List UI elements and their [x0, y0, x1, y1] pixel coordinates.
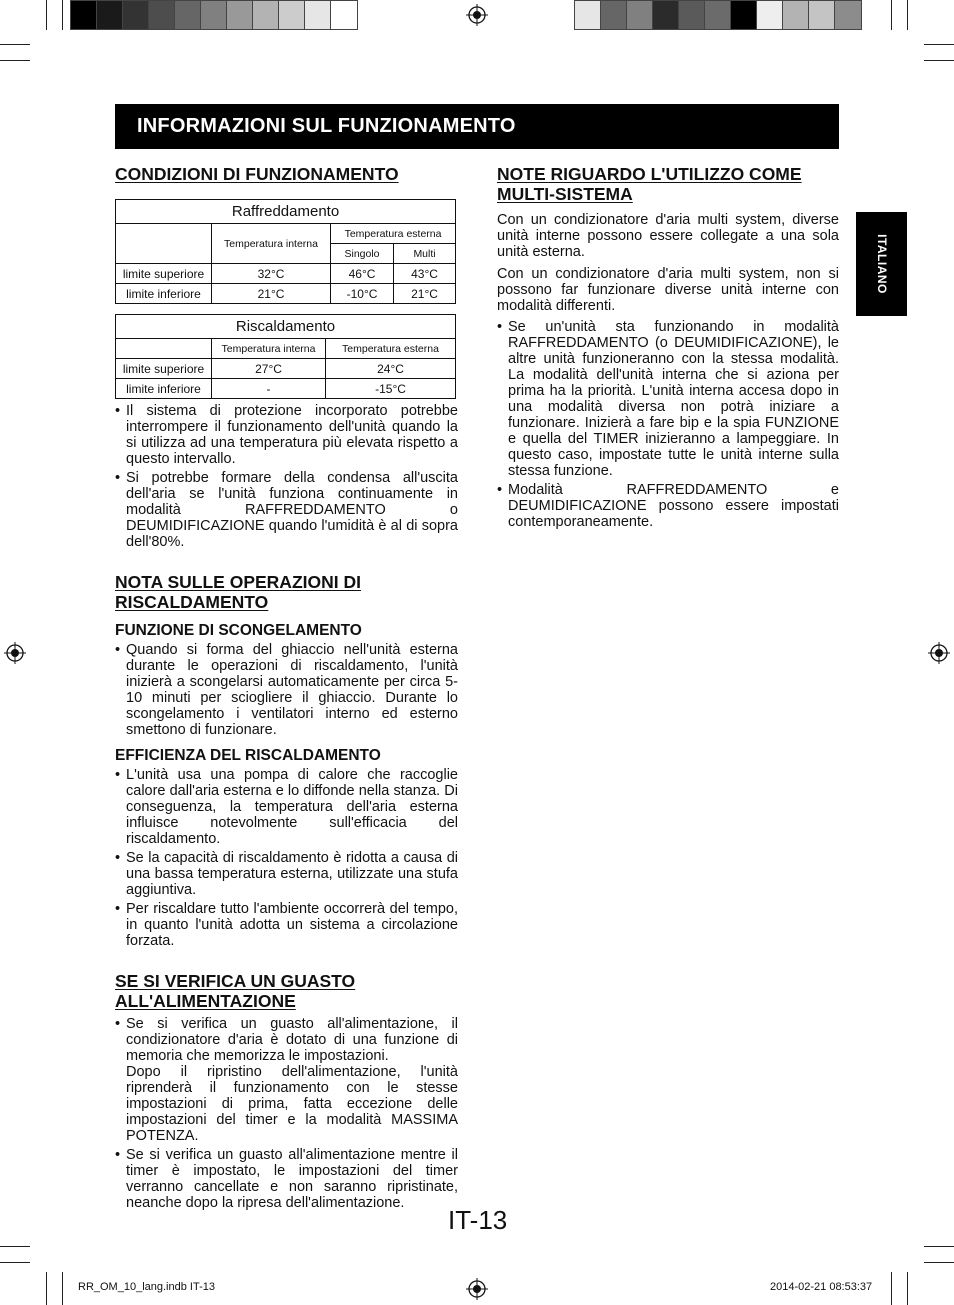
list-item: • Il sistema di protezione incorporato potrebbe interrompere il funzionamento dell'unità quando la si utilizza ad una temperatura più elevata rispetto a questo intervallo.: [115, 403, 458, 467]
subsection-title-defrost: FUNZIONE DI SCONGELAMENTO: [115, 622, 362, 639]
table-cell: 43°C: [394, 264, 456, 284]
color-swatch: [731, 1, 757, 29]
multi-system-notes: [497, 319, 839, 530]
cooling-table-caption: Raffreddamento: [116, 200, 456, 224]
color-swatch: [71, 1, 97, 29]
registration-mark-icon: [466, 1278, 488, 1300]
color-swatch: [331, 1, 357, 29]
section-header-band: [115, 104, 839, 149]
list-item: • Se la capacità di riscaldamento è ridotta a causa di una bassa temperatura esterna, utilizzate una stufa aggiuntiva.: [115, 850, 458, 898]
crop-mark: [924, 1246, 954, 1247]
table-cell: 27°C: [212, 359, 326, 379]
color-swatch: [601, 1, 627, 29]
col-header-inner-temp: Temperatura interna: [212, 224, 331, 264]
footer-file-name: RR_OM_10_lang.indb IT-13: [78, 1281, 215, 1293]
crop-mark: [46, 0, 47, 30]
table-cell: 21°C: [212, 284, 331, 304]
col-header-outer-temp: Temperatura esterna: [331, 224, 456, 244]
color-swatch: [653, 1, 679, 29]
heating-table: [115, 314, 456, 399]
power-failure-notes: [115, 1016, 458, 1211]
color-swatch: [123, 1, 149, 29]
color-swatch: [227, 1, 253, 29]
col-header-outer-temp: Temperatura esterna: [326, 339, 456, 359]
color-swatch: [201, 1, 227, 29]
row-label-lower: limite inferiore: [116, 284, 212, 304]
crop-mark: [0, 1246, 30, 1247]
color-swatch: [149, 1, 175, 29]
table-row: [116, 264, 456, 284]
table-cell: -: [212, 379, 326, 399]
color-swatch: [705, 1, 731, 29]
conditions-notes: [115, 403, 458, 550]
color-swatch: [175, 1, 201, 29]
table-row: [116, 284, 456, 304]
row-label-upper: limite superiore: [116, 264, 212, 284]
crop-mark: [0, 60, 30, 61]
crop-mark: [907, 1272, 908, 1305]
language-tab: [856, 212, 907, 316]
crop-mark: [907, 0, 908, 30]
color-swatch: [253, 1, 279, 29]
list-item: • Se si verifica un guasto all'alimentazione mentre il timer è impostato, le impostazioni del timer verranno cancellate e non saranno ripristinate, neanche dopo la ripresa dell'alimentazione.: [115, 1147, 458, 1211]
cooling-table: [115, 199, 456, 304]
color-swatch: [97, 1, 123, 29]
color-swatch: [575, 1, 601, 29]
crop-mark: [0, 1262, 30, 1263]
color-calibration-strip-left: [70, 0, 358, 30]
col-header-inner-temp: Temperatura interna: [212, 339, 326, 359]
list-item: • Quando si forma del ghiaccio nell'unità esterna durante le operazioni di riscaldamento, l'unità inizierà a scongelarsi automaticamente per circa 5-10 minuti per sciogliere il ghiaccio. Durante lo scongelamento i ventilatori interno ed esterno smettono di funzionare.: [115, 642, 458, 738]
section-title-operating-conditions: CONDIZIONI DI FUNZIONAMENTO: [115, 164, 399, 184]
language-tab-label: ITALIANO: [874, 234, 889, 294]
subsection-title-heating-efficiency: EFFICIENZA DEL RISCALDAMENTO: [115, 747, 381, 764]
list-item: • L'unità usa una pompa di calore che raccoglie calore dall'aria esterna e lo diffonde nella stanza. Di conseguenza, la temperatura dell'aria esterna influisce notevolmente sull'efficacia del riscaldamento.: [115, 767, 458, 847]
crop-mark: [891, 1272, 892, 1305]
crop-mark: [924, 60, 954, 61]
section-title-heating-notes: NOTA SULLE OPERAZIONI DI RISCALDAMENTO: [115, 572, 361, 612]
left-column: [115, 164, 458, 1214]
crop-mark: [46, 1272, 47, 1305]
list-item-text: Se si verifica un guasto all'alimentazione, il condizionatore d'aria è dotato di una funzione di memoria che memorizza le impostazioni.: [126, 1016, 458, 1064]
color-swatch: [279, 1, 305, 29]
color-swatch: [627, 1, 653, 29]
heating-table-caption: Riscaldamento: [116, 315, 456, 339]
paragraph: Con un condizionatore d'aria multi system, diverse unità interne possono essere collegate a una sola unità esterna.: [497, 212, 839, 260]
color-swatch: [679, 1, 705, 29]
color-swatch: [809, 1, 835, 29]
table-corner: [116, 224, 212, 264]
list-item: • Se un'unità sta funzionando in modalità RAFFREDDAMENTO (o DEUMIDIFICAZIONE), le altre unità funzioneranno con la stessa modalità. La modalità dell'unità interna che si aziona per prima ha la priorità. L'unità interna accesa dopo in una modalità diversa non potrà iniziare a funzionare. Inizierà a fare bip e la spia FUNZIONE e quella del TIMER inizieranno a lampeggiare. In questo caso, impostate tutte le unità interne sulla stessa funzione.: [497, 319, 839, 479]
color-calibration-strip-right: [574, 0, 862, 30]
list-item: • Modalità RAFFREDDAMENTO e DEUMIDIFICAZIONE possono essere impostati contemporaneamente.: [497, 482, 839, 530]
section-title-multi-system: NOTE RIGUARDO L'UTILIZZO COME MULTI-SISTEMA: [497, 164, 802, 204]
list-item: [115, 1016, 458, 1144]
defrost-notes: [115, 642, 458, 738]
table-cell: 46°C: [331, 264, 394, 284]
crop-mark: [0, 44, 30, 45]
color-swatch: [783, 1, 809, 29]
row-label-lower: limite inferiore: [116, 379, 212, 399]
row-label-upper: limite superiore: [116, 359, 212, 379]
col-header-single: Singolo: [331, 244, 394, 264]
col-header-multi: Multi: [394, 244, 456, 264]
crop-mark: [924, 44, 954, 45]
paragraph: Con un condizionatore d'aria multi system, non si possono far funzionare diverse unità interne con modalità differenti.: [497, 266, 839, 314]
registration-mark-icon: [4, 642, 26, 664]
efficiency-notes: [115, 767, 458, 949]
color-swatch: [757, 1, 783, 29]
registration-mark-icon: [466, 4, 488, 26]
color-swatch: [305, 1, 331, 29]
table-cell: -15°C: [326, 379, 456, 399]
crop-mark: [62, 1272, 63, 1305]
table-cell: 21°C: [394, 284, 456, 304]
list-item-text: Dopo il ripristino dell'alimentazione, l'unità riprenderà il funzionamento con le stesse impostazioni di prima, fatta eccezione delle impostazioni del timer e la modalità MASSIMA POTENZA.: [126, 1064, 458, 1144]
list-item: • Si potrebbe formare della condensa all'uscita dell'aria se l'unità funziona continuamente in modalità RAFFREDDAMENTO o DEUMIDIFICAZIONE quando l'umidità è al di sopra dell'80%.: [115, 470, 458, 550]
table-cell: 32°C: [212, 264, 331, 284]
footer-timestamp: 2014-02-21 08:53:37: [770, 1281, 873, 1293]
page-title: INFORMAZIONI SUL FUNZIONAMENTO: [137, 115, 516, 137]
table-row: [116, 379, 456, 399]
right-column: [497, 164, 839, 533]
registration-mark-icon: [928, 642, 950, 664]
table-cell: 24°C: [326, 359, 456, 379]
crop-mark: [924, 1262, 954, 1263]
table-cell: -10°C: [331, 284, 394, 304]
crop-mark: [891, 0, 892, 30]
list-item: • Per riscaldare tutto l'ambiente occorrerà del tempo, in quanto l'unità adotta un sistema a circolazione forzata.: [115, 901, 458, 949]
page-number: IT-13: [448, 1205, 508, 1235]
table-row: [116, 359, 456, 379]
color-swatch: [835, 1, 861, 29]
crop-mark: [62, 0, 63, 30]
section-title-power-failure: SE SI VERIFICA UN GUASTO ALL'ALIMENTAZIONE: [115, 971, 356, 1011]
table-corner: [116, 339, 212, 359]
